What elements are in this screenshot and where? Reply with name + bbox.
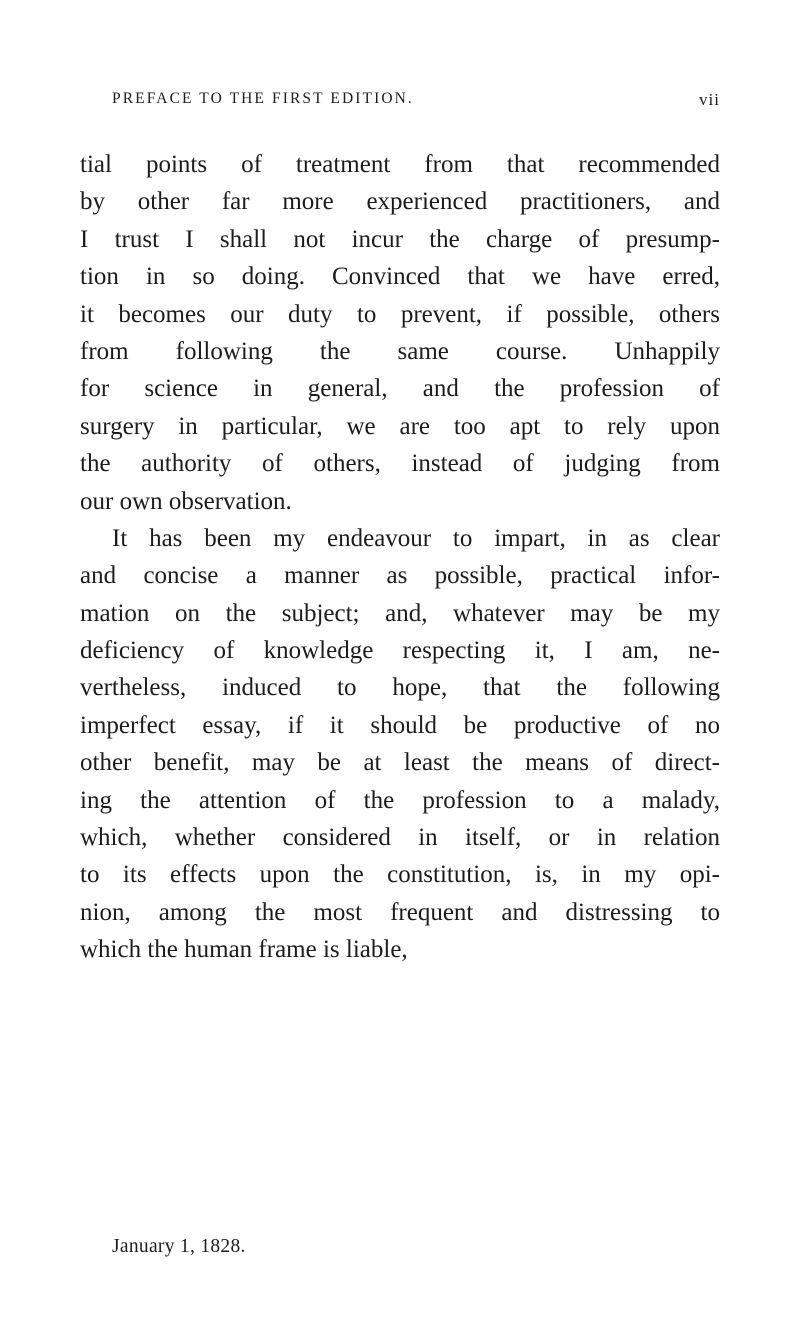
- text-line-paragraph-end: our own observation.: [80, 487, 292, 515]
- text-line: surgery in particular, we are too apt to rely upon: [80, 412, 720, 440]
- text-line: from following the same course. Unhappily: [80, 337, 720, 365]
- dateline: January 1, 1828.: [112, 1236, 246, 1257]
- text-line: vertheless, induced to hope, that the following: [80, 674, 720, 702]
- text-line: to its effects upon the constitution, is, in my opi-: [80, 861, 720, 889]
- text-line: the authority of others, instead of judging from: [80, 450, 720, 478]
- text-line: tial points of treatment from that recommended: [80, 151, 720, 178]
- text-line: it becomes our duty to prevent, if possible, others: [80, 300, 720, 328]
- text-line: and concise a manner as possible, practical infor-: [80, 562, 720, 590]
- text-line: other benefit, may be at least the means of direct-: [80, 749, 720, 777]
- text-line: for science in general, and the profession of: [80, 375, 720, 403]
- text-line: mation on the subject; and, whatever may be my: [80, 599, 720, 627]
- text-line: nion, among the most frequent and distressing to: [80, 898, 720, 926]
- text-line: by other far more experienced practitioners, and: [80, 188, 720, 216]
- text-line-paragraph-start: It has been my endeavour to impart, in as clear: [112, 524, 720, 552]
- text-line: I trust I shall not incur the charge of presump-: [80, 225, 720, 253]
- text-line-paragraph-end: which the human frame is liable,: [80, 936, 408, 964]
- running-head-title: PREFACE TO THE FIRST EDITION.: [112, 90, 414, 107]
- text-line: tion in so doing. Convinced that we have erred,: [80, 263, 720, 291]
- text-line: deficiency of knowledge respecting it, I am, ne-: [80, 637, 720, 665]
- text-line: ing the attention of the profession to a malady,: [80, 786, 720, 814]
- text-line: imperfect essay, if it should be productive of no: [80, 711, 720, 739]
- text-line: which, whether considered in itself, or in relation: [80, 824, 720, 852]
- page-number: vii: [699, 90, 720, 109]
- running-head: [80, 90, 720, 112]
- preface-body-text: [80, 146, 720, 969]
